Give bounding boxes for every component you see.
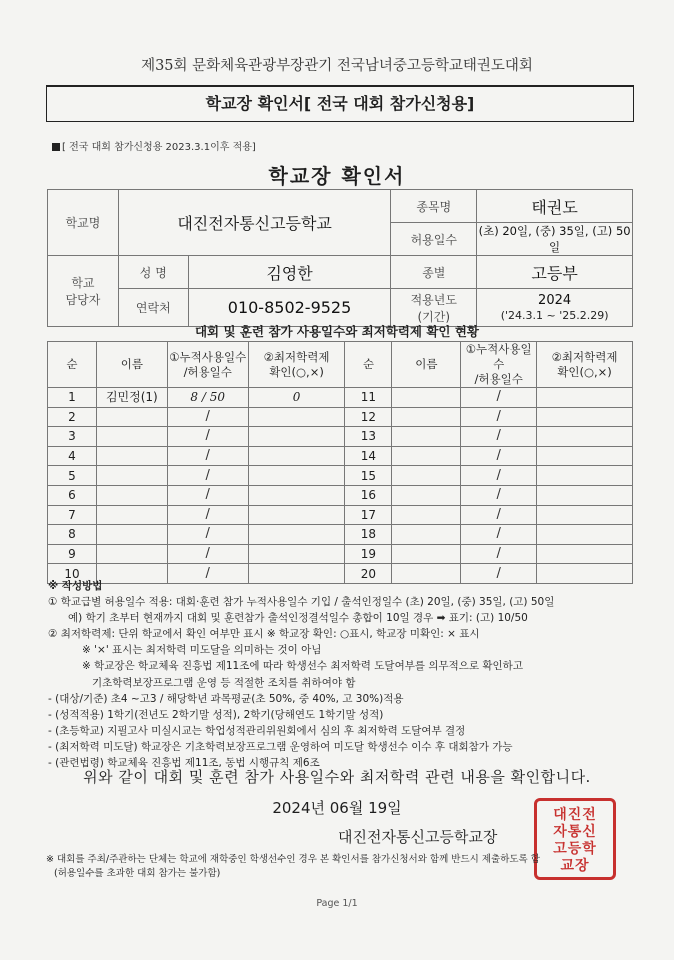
table-header-row	[48, 342, 633, 388]
table-row	[48, 544, 633, 564]
row-number: 17	[345, 505, 392, 525]
instruction-line: - (초등학교) 지필고사 미실시교는 학업성적관리위원회에서 심의 후 최저학력 도달여부 결정	[48, 724, 466, 737]
used-days-header-line1: ①누적사용일수	[169, 349, 247, 364]
row-name	[96, 446, 167, 466]
row-number: 7	[48, 505, 97, 525]
document-title-box	[46, 85, 634, 122]
school-name-value: 대진전자통신고등학교	[118, 190, 391, 256]
row-name	[392, 544, 461, 564]
allowed-days-value: (초) 20일, (중) 35일, (고) 50일	[478, 224, 631, 254]
row-used-days: /	[167, 505, 248, 525]
col-header-name: 이름	[96, 342, 167, 388]
used-days-header-line2: /허용일수	[474, 372, 523, 386]
col-header-min-academic	[248, 342, 345, 388]
contact-label: 연락처	[118, 289, 188, 327]
row-number: 14	[345, 446, 392, 466]
row-used-days: /	[167, 525, 248, 545]
row-name	[392, 505, 461, 525]
col-header-min-academic-2	[537, 342, 633, 388]
row-name	[392, 525, 461, 545]
row-used-days: /	[461, 564, 537, 584]
manager-name-label: 성 명	[118, 256, 188, 289]
row-number: 15	[345, 466, 392, 486]
row-number: 13	[345, 427, 392, 447]
year-value: 2024	[538, 293, 572, 308]
row-used-days: /	[461, 446, 537, 466]
row-name	[392, 485, 461, 505]
category-label: 종별	[391, 256, 477, 289]
instruction-line: ※ '×' 표시는 최저학력 미도달을 의미하는 것이 아님	[82, 644, 322, 657]
row-used-days: /	[461, 525, 537, 545]
sport-label: 종목명	[391, 190, 477, 223]
row-number: 18	[345, 525, 392, 545]
instruction-line: 기초학력보장프로그램 운영 등 적절한 조치를 취하여야 함	[92, 676, 356, 689]
row-used-days: /	[461, 505, 537, 525]
row-name	[392, 388, 461, 408]
row-used-days: /	[167, 407, 248, 427]
row-min-academic	[537, 485, 633, 505]
contact-value: 010-8502-9525	[188, 289, 391, 327]
row-min-academic	[537, 427, 633, 447]
row-name	[96, 427, 167, 447]
official-seal: 대진전 자통신 고등학 교장	[534, 798, 616, 880]
footer-note-line1: ※ 대회를 주최/주관하는 단체는 학교에 재학중인 학생선수인 경우 본 확인서를 참가신청서와 함께 반드시 제출하도록 함	[46, 854, 540, 865]
manager-label	[48, 256, 119, 327]
row-name	[96, 505, 167, 525]
table-row	[48, 407, 633, 427]
row-min-academic	[248, 427, 345, 447]
row-min-academic	[248, 446, 345, 466]
row-number: 4	[48, 446, 97, 466]
category-value: 고등부	[477, 256, 633, 289]
min-academic-header-line2: 확인(○,×)	[557, 364, 612, 379]
min-academic-header-line2: 확인(○,×)	[269, 364, 324, 379]
min-academic-header-line1: ②최저학력제	[551, 349, 618, 364]
issue-date: 2024년 06월 19일	[272, 799, 402, 817]
row-number: 3	[48, 427, 97, 447]
confirmation-statement: 위와 같이 대회 및 훈련 참가 사용일수와 최저학력 관련 내용을 확인합니다.	[83, 768, 591, 786]
principal-signature: 대진전자통신고등학교장	[338, 828, 498, 846]
manager-name-value: 김영한	[188, 256, 391, 289]
row-used-days: /	[461, 466, 537, 486]
row-number: 16	[345, 485, 392, 505]
col-header-no-2: 순	[345, 342, 392, 388]
row-name	[96, 485, 167, 505]
row-min-academic	[537, 388, 633, 408]
used-days-header-line2: /허용일수	[183, 364, 232, 379]
row-number: 9	[48, 544, 97, 564]
instruction-line: - (대상/기준) 초4 ~고3 / 해당학년 과목평균(초 50%, 중 40%, 고 30%)적용	[48, 692, 404, 705]
instruction-line: 예) 학기 초부터 현재까지 대회 및 훈련참가 출석인정결석일수 총합이 10일 경우 ➡ 표기: (고) 10/50	[68, 612, 528, 625]
allowed-days-label: 허용일수	[391, 223, 477, 256]
row-used-days: /	[167, 446, 248, 466]
row-used-days: /	[167, 466, 248, 486]
row-number: 8	[48, 525, 97, 545]
row-min-academic	[248, 407, 345, 427]
instruction-line: - (관련법령) 학교체육 진흥법 제11조, 동법 시행규칙 제6조	[48, 757, 320, 770]
row-used-days: /	[461, 485, 537, 505]
row-min-academic	[537, 446, 633, 466]
row-name	[392, 446, 461, 466]
row-name: 김민정(1)	[96, 388, 167, 408]
instruction-line: ① 학교급별 허용일수 적용: 대회·훈련 참가 누적사용일수 기입 / 출석인정일수 (초) 20일, (중) 35일, (고) 50일	[48, 596, 555, 609]
col-header-no: 순	[48, 342, 97, 388]
row-name	[96, 525, 167, 545]
year-label-line1: 적용년도	[410, 292, 457, 307]
used-days-header-line1: ①누적사용일수	[465, 342, 532, 371]
year-label	[391, 289, 477, 327]
table-row	[48, 525, 633, 545]
row-min-academic	[248, 525, 345, 545]
row-used-days: /	[167, 564, 248, 584]
manager-label-line2: 담당자	[65, 293, 101, 307]
sport-value: 태권도	[477, 190, 633, 223]
row-name	[392, 427, 461, 447]
row-used-days: /	[461, 388, 537, 408]
row-min-academic	[537, 544, 633, 564]
row-used-days: /	[167, 544, 248, 564]
row-min-academic	[537, 407, 633, 427]
row-min-academic: 0	[248, 388, 345, 408]
row-used-days: /	[167, 427, 248, 447]
table-row	[48, 466, 633, 486]
instructions-title: ※ 작성방법	[48, 580, 103, 592]
page-title: 학교장 확인서	[268, 164, 406, 188]
year-value-cell	[477, 289, 633, 327]
status-section-title: 대회 및 훈련 참가 사용일수와 최저학력제 확인 현황	[194, 324, 480, 339]
applicability-note-text: [ 전국 대회 참가신청용 2023.3.1이후 적용]	[62, 142, 256, 153]
row-number: 5	[48, 466, 97, 486]
row-min-academic	[537, 466, 633, 486]
school-name-label: 학교명	[48, 190, 119, 256]
col-header-name-2: 이름	[392, 342, 461, 388]
row-number: 1	[48, 388, 97, 408]
row-name	[96, 544, 167, 564]
table-row	[48, 505, 633, 525]
table-row	[48, 485, 633, 505]
row-number: 12	[345, 407, 392, 427]
row-min-academic	[537, 505, 633, 525]
table-row	[48, 446, 633, 466]
applicability-note	[52, 138, 256, 153]
document-box-title: 학교장 확인서[ 전국 대회 참가신청용]	[205, 94, 475, 113]
row-name	[392, 407, 461, 427]
row-name	[392, 466, 461, 486]
table-row	[48, 427, 633, 447]
row-min-academic	[537, 525, 633, 545]
row-name	[96, 466, 167, 486]
manager-label-line1: 학교	[71, 276, 95, 290]
instruction-line: - (성적적용) 1학기(전년도 2학기말 성적), 2학기(당해연도 1학기말 성적)	[48, 708, 384, 721]
school-info-table	[47, 189, 633, 327]
row-number: 10	[48, 564, 97, 584]
event-title: 제35회 문화체육관광부장관기 전국남녀중고등학교태권도대회	[141, 58, 533, 74]
period-value: ('24.3.1 ~ '25.2.29)	[500, 309, 609, 322]
instructions	[48, 578, 648, 771]
row-number: 20	[345, 564, 392, 584]
footer-note-line2: (허용일수를 초과한 대회 참가는 불가함)	[54, 868, 221, 879]
page-number: Page 1/1	[316, 898, 358, 909]
min-academic-header-line1: ②최저학력제	[263, 349, 330, 364]
instruction-line: ② 최저학력제: 단위 학교에서 확인 여부만 표시 ※ 학교장 확인: ○표시, 학교장 미확인: × 표시	[48, 628, 480, 641]
footer-note	[46, 853, 646, 881]
row-min-academic	[248, 466, 345, 486]
year-label-line2: (기간)	[417, 309, 451, 324]
col-header-used-days-2	[461, 342, 537, 388]
row-min-academic	[248, 505, 345, 525]
row-name	[96, 407, 167, 427]
row-number: 19	[345, 544, 392, 564]
col-header-used-days	[167, 342, 248, 388]
table-row	[48, 388, 633, 408]
row-used-days: /	[167, 485, 248, 505]
row-number: 2	[48, 407, 97, 427]
instruction-line: - (최저학력 미도달) 학교장은 기초학력보장프로그램 운영하여 미도달 학생선수 이수 후 대회참가 가능	[48, 740, 513, 753]
row-used-days: /	[461, 407, 537, 427]
row-min-academic	[248, 485, 345, 505]
instruction-line: ※ 학교장은 학교체육 진흥법 제11조에 따라 학생선수 최저학력 도달여부를 의무적으로 확인하고	[82, 660, 523, 673]
row-used-days: /	[461, 544, 537, 564]
row-number: 11	[345, 388, 392, 408]
row-used-days: 8 / 50	[167, 388, 248, 408]
participant-table	[47, 341, 633, 584]
row-used-days: /	[461, 427, 537, 447]
row-number: 6	[48, 485, 97, 505]
square-bullet-icon	[52, 143, 60, 151]
row-min-academic	[248, 544, 345, 564]
